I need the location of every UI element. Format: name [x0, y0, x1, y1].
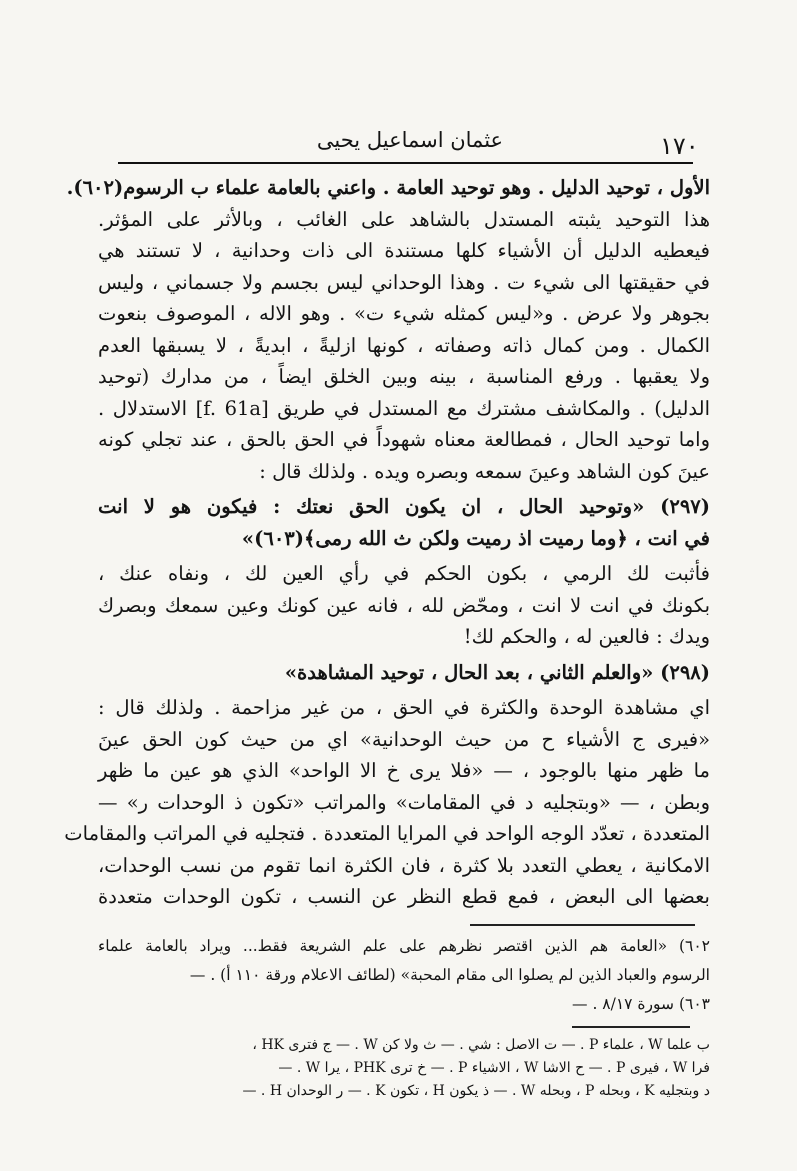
text-line: المتعددة ، تعدّد الوجه الواحد في المرايا المتعددة . فتجليه في المراتب والمقامات: [64, 822, 710, 845]
quote-line-297: في انت ، ﴿وما رميت اذ رميت ولكن ث الله رمى﴾(٦٠٣)»: [241, 526, 710, 550]
main-text: [64, 172, 710, 913]
header-rule: [118, 162, 693, 164]
footnote-line: الرسوم والعباد الذين لم يصلوا الى مقام المحبة» (لطائف الاعلام ورقة ١١٠ أ) . —: [189, 966, 710, 984]
text-line: ويدك : فالعين له ، والحكم لك!: [463, 625, 710, 648]
text-line: بعضها الى البعض ، فمع قطع النظر عن النسب ، تكون الوحدات متعددة: [98, 885, 710, 908]
text-line: فيعطيه الدليل أن الأشياء كلها مستندة الى ذات وحدانية ، لا تستند هي: [98, 239, 710, 262]
footnote-line: ٦٠٢) «العامة هم الذين اقتصر نظرهم على علم الشريعة فقط... ويراد بالعامة علماء: [98, 937, 710, 955]
footnote-rule: [470, 924, 695, 926]
variant-line: فرا W ، فيرى P . — ح الاشا W ، الاشياء P . — خ ترى PHK ، يرا W . —: [278, 1060, 710, 1076]
page-number: ١٧٠: [660, 132, 699, 160]
footnote-line: ٦٠٣) سورة ٨/١٧ . —: [572, 995, 710, 1013]
text-line: الكمال . ومن كمال ذاته وصفاته ، كونها ازليةً ، ابديةً ، لا يسبقها العدم: [98, 333, 710, 357]
text-line: بجوهر ولا عرض . و«ليس كمثله شيء ت» . وهو الاله ، الموصوف بنعوت: [98, 302, 710, 325]
text-line: ولا يعقبها . ورفع المناسبة ، بينه وبين الخلق ايضاً ، من مدارك (توحيد: [98, 365, 710, 388]
text-line: وبطن ، — «وبتجليه د في المقامات» والمراتب «تكون ذ الوحدات ر» —: [98, 790, 710, 814]
critical-apparatus: [92, 1034, 710, 1103]
text-line: اي مشاهدة الوحدة والكثرة في الحق ، من غير مزاحمة . ولذلك قال :: [98, 696, 710, 719]
text-line: الامكانية ، يعطي التعدد بلا كثرة ، فان الكثرة انما تقوم من نسب الوحدات،: [98, 853, 710, 877]
running-title: عثمان اسماعيل يحيى: [316, 128, 504, 152]
quote-line-297: (٢٩٧) «وتوحيد الحال ، ان يكون الحق نعتك : فيكون هو لا انت: [98, 495, 710, 518]
text-line: عينَ كون الشاهد وعينَ سمعه وبصره ويده . ولذلك قال :: [259, 459, 710, 483]
text-line: الأول ، توحيد الدليل . وهو توحيد العامة . واعني بالعامة علماء ب الرسوم(٦٠٢).: [66, 176, 710, 199]
footnotes: [98, 932, 710, 1019]
text-line: ما ظهر منها بالوجود ، — «فلا يرى خ الا الواحد» الذي هو عين ما ظهر: [98, 759, 710, 782]
text-line: الدليل) . والمكاشف مشترك مع المستدل في طريق [f. 61a] الاستدلال .: [98, 396, 710, 420]
text-line: هذا التوحيد يثبته المستدل بالشاهد على الغائب ، وبالأثر على المؤثر.: [98, 207, 710, 231]
variant-line: د وبتجليه K ، وبحله P ، وبحله W . — ذ يكون H ، تكون K . — ر الوحدان H . —: [242, 1083, 710, 1099]
variant-line: ب علما W ، علماء P . — ت الاصل : شي . — ث ولا كن W . — ج فترى HK ،: [252, 1037, 710, 1053]
text-line: فأثبت لك الرمي ، بكون الحكم في رأي العين لك ، ونفاه عنك ،: [98, 562, 710, 585]
text-line: في حقيقتها الى شيء ت . وهذا الوحداني ليس بجسم ولا جسماني ، وليس: [98, 270, 710, 294]
text-line: «فيرى ج الأشياء ح من حيث الوحدانية» اي من حيث كون الحق عينَ: [98, 727, 710, 751]
text-line: بكونك في انت لا انت ، ومحّض لله ، فانه عين كونك وعين سمعك وبصرك: [98, 593, 710, 617]
apparatus-rule: [572, 1026, 690, 1028]
quote-line-298: (٢٩٨) «والعلم الثاني ، بعد الحال ، توحيد المشاهدة»: [284, 660, 710, 684]
text-line: واما توحيد الحال ، فمطالعة معناه شهوداً في الحق بالحق ، عند تجلي كونه: [98, 428, 710, 451]
